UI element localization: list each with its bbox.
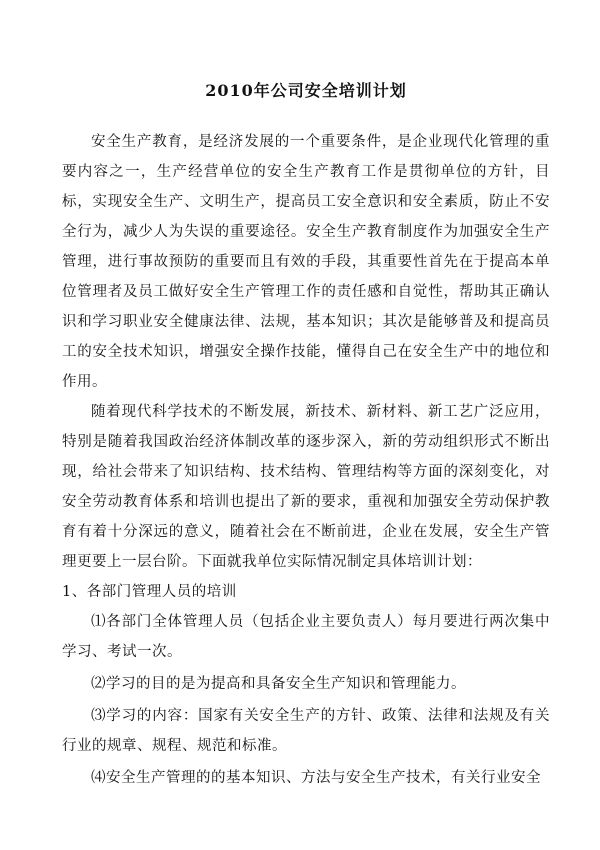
list-item: ⑵学习的目的是为提高和具备安全生产知识和管理能力。 <box>91 676 466 692</box>
list-item: ⑶学习的内容：国家有关安全生产的方针、政策、法律和法规及有关行业的规章、规程、规范和标准。 <box>62 708 550 754</box>
list-item: ⑷安全生产管理的的基本知识、方法与安全生产技术，有关行业安全 <box>91 770 541 786</box>
context-paragraph: 随着现代科学技术的不断发展，新技术、新材料、新工艺广泛应用，特别是随着我国政治经济体制改革的逐步深入，新的劳动组织形式不断出现，给社会带来了知识结构、技术结构、管理结构等方面的深刻变化，对安全劳动教育体系和培训也提出了新的要求，重视和加强安全劳动保护教育有着十分深远的意义，随着社会在不断前进，企业在发展，安全生产管理更要上一层台阶。下面就我单位实际情况制定具体培训计划： <box>62 404 550 570</box>
section-heading-management-training: 1、各部门管理人员的培训 <box>62 584 237 600</box>
list-item: ⑴各部门全体管理人员（包括企业主要负责人）每月要进行两次集中学习、考试一次。 <box>62 614 550 660</box>
intro-paragraph: 安全生产教育，是经济发展的一个重要条件，是企业现代化管理的重要内容之一，生产经营单位的安全生产教育工作是贯彻单位的方针，目标，实现安全生产、文明生产，提高员工安全意识和安全素质，防止不安全行为，减少人为失误的重要途径。安全生产教育制度作为加强安全生产管理，进行事故预防的重要而且有效的手段，其重要性首先在于提高本单位管理者及员工做好安全生产管理工作的责任感和自觉性，帮助其正确认识和学习职业安全健康法律、法规，基本知识；其次是能够普及和提高员工的安全技术知识，增强安全操作技能，懂得自己在安全生产中的地位和作用。 <box>62 134 550 390</box>
document-title: 2010年公司安全培训计划 <box>205 81 407 100</box>
